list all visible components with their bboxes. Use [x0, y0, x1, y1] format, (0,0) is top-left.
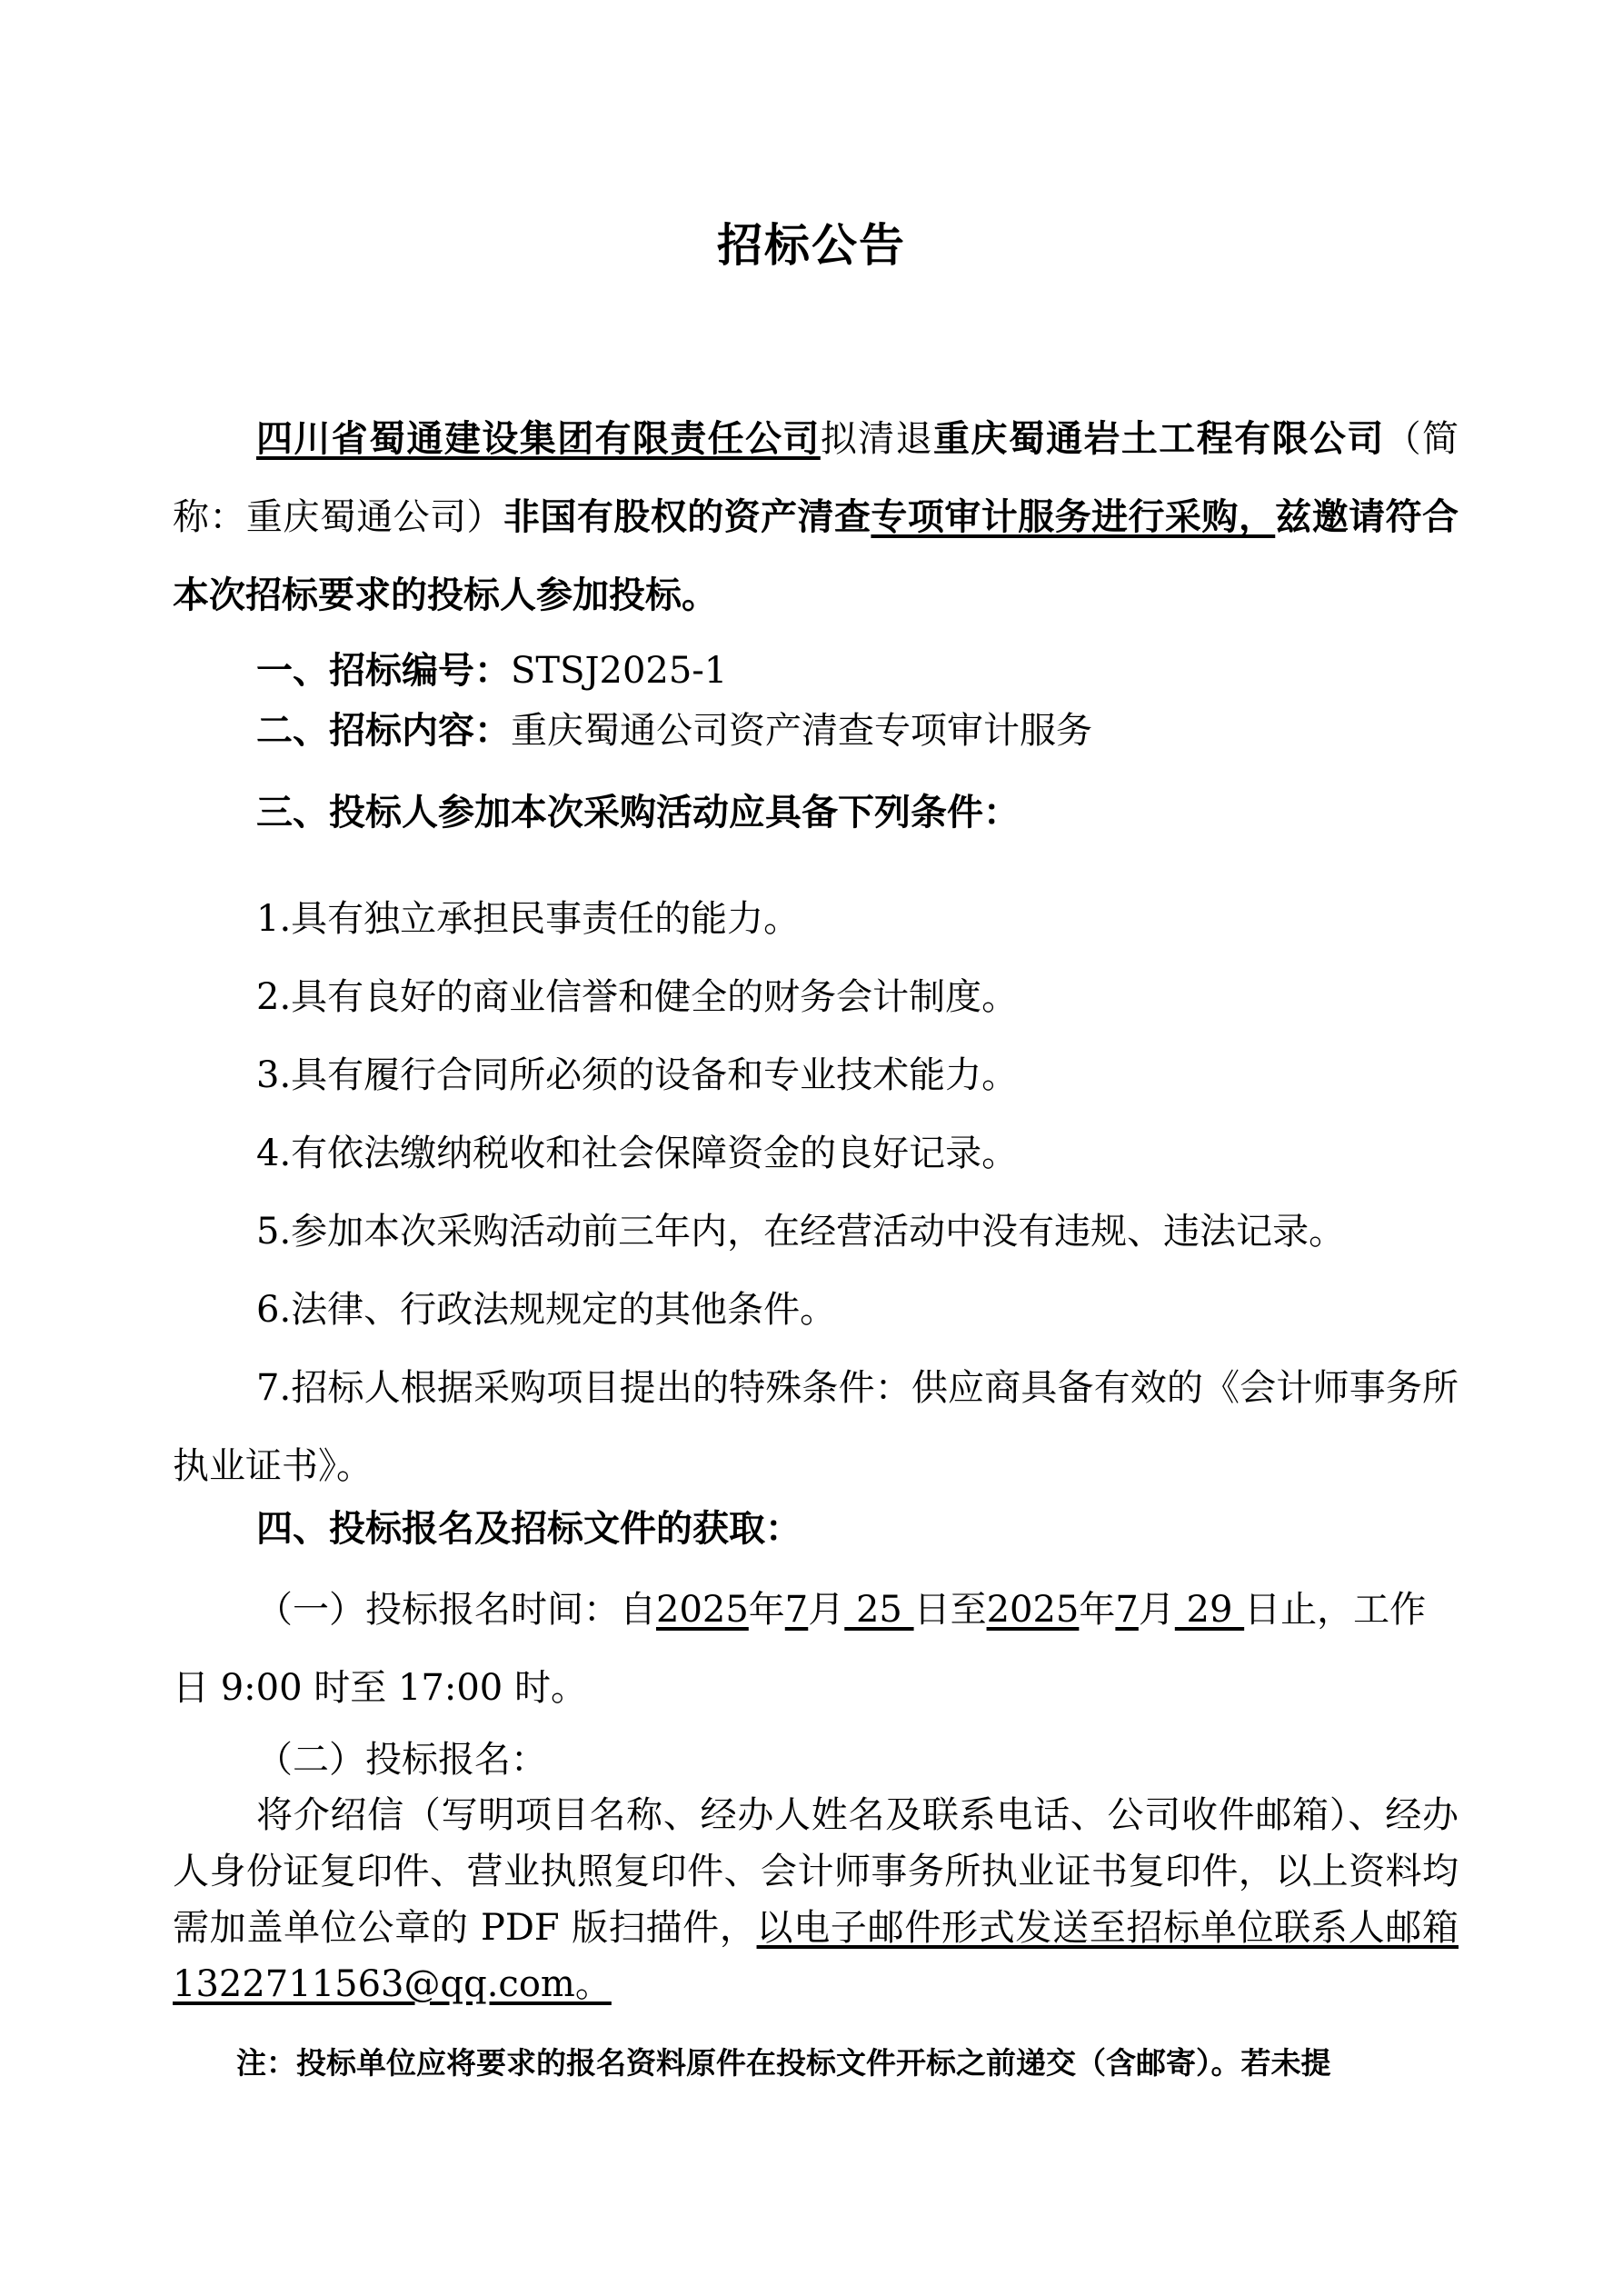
section-registration-heading: 四、投标报名及招标文件的获取：	[256, 1508, 802, 1550]
condition-item: 6.法律、行政法规规定的其他条件。	[256, 1289, 837, 1331]
intro-text-1: 拟清退	[820, 418, 933, 460]
condition-item: 4.有依法缴纳税收和社会保障资金的良好记录。	[256, 1133, 1019, 1174]
condition-item: 1.具有独立承担民事责任的能力。	[256, 898, 801, 940]
registration-email-text: 以电子邮件形式发送至招标单位联系人邮箱 1322711563@qq.com。	[173, 1907, 1459, 2005]
registration-time-prefix: （一）投标报名时间：自	[256, 1589, 656, 1631]
start-year: 2025	[656, 1589, 749, 1631]
registration-body-text: 将介绍信（写明项目名称、经办人姓名及联系电话、公司收件邮箱）、经办人身份证复印件、营业执照复印件、会计师事务所执业证书复印件，以上资料均需加盖单位公章的 PDF 版扫描件，	[173, 1794, 1459, 1949]
intro-text-4: 专项审计服务进行采购，	[871, 496, 1276, 538]
tender-content-value: 重庆蜀通公司资产清查专项审计服务	[511, 710, 1092, 752]
month-char: 月	[1138, 1589, 1175, 1631]
end-day: 29	[1174, 1589, 1245, 1631]
tendering-company: 四川省蜀通建设集团有限责任公司	[256, 418, 821, 460]
target-company: 重庆蜀通岩土工程有限公司	[932, 418, 1385, 460]
tender-content-label: 二、招标内容：	[256, 710, 511, 752]
registration-time	[173, 1571, 1459, 1727]
month-char: 月	[808, 1589, 845, 1631]
condition-item: 3.具有履行合同所必须的设备和专业技术能力。	[256, 1054, 1019, 1096]
registration-time-suffix: 日止，工作日 9:00 时至 17:00 时。	[173, 1589, 1427, 1709]
intro-text-3: 非国有股权的资产清查	[503, 496, 871, 538]
tender-number-value: STSJ2025-1	[511, 650, 728, 692]
condition-item: 5.参加本次采购活动前三年内，在经营活动中没有违规、违法记录。	[256, 1211, 1346, 1253]
to-text: 日至	[913, 1589, 987, 1631]
registration-method-body	[173, 1787, 1459, 2012]
page-title: 招标公告	[717, 219, 906, 272]
section-tender-number	[173, 645, 1459, 696]
year-char: 年	[748, 1589, 785, 1631]
end-year: 2025	[986, 1589, 1080, 1631]
section-tender-content	[173, 705, 1459, 756]
intro-text-2: （简称：重庆蜀通公司）	[173, 418, 1459, 538]
start-day: 25	[844, 1589, 914, 1631]
start-month: 7	[784, 1589, 809, 1631]
condition-item: 7.招标人根据采购项目提出的特殊条件：供应商具备有效的《会计师事务所执业证书》。	[173, 1367, 1459, 1487]
conditions-list	[173, 880, 1459, 1505]
note-text: 注：投标单位应将要求的报名资料原件在投标文件开标之前递交（含邮寄）。若未提	[236, 2045, 1331, 2081]
section-conditions-heading: 三、投标人参加本次采购活动应具备下列条件：	[256, 792, 1020, 834]
condition-item: 2.具有良好的商业信誉和健全的财务会计制度。	[256, 976, 1019, 1018]
year-char: 年	[1079, 1589, 1116, 1631]
registration-method-label: （二）投标报名：	[256, 1739, 547, 1781]
intro-paragraph	[173, 400, 1459, 634]
end-month: 7	[1115, 1589, 1139, 1631]
intro-text-5: 兹邀请符合本次招标要求的投标人参加投标。	[173, 496, 1459, 616]
tender-number-label: 一、招标编号：	[256, 650, 511, 692]
